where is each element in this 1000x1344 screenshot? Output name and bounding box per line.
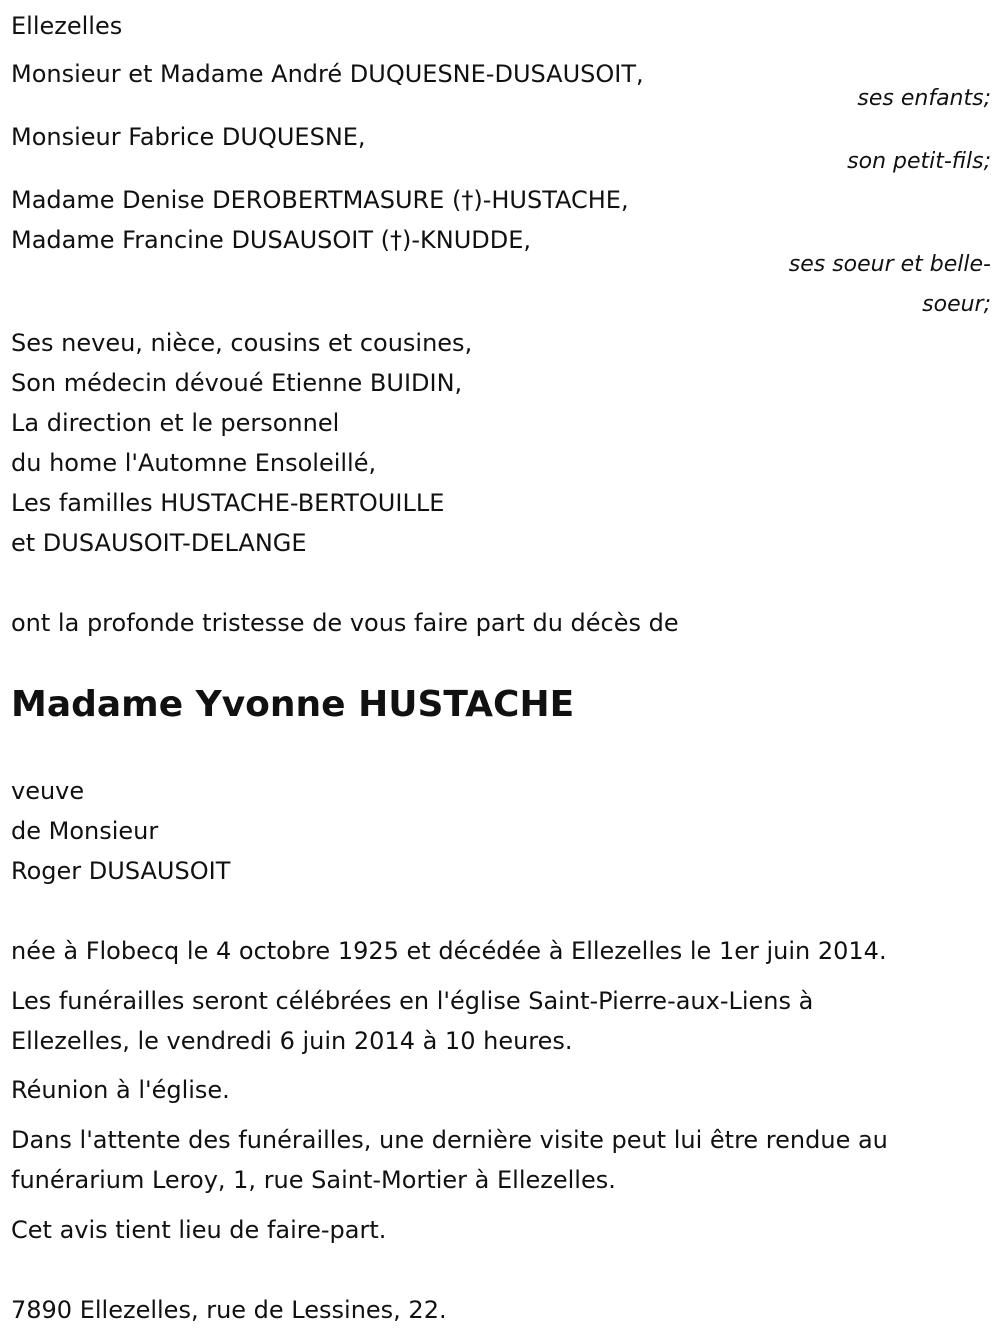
birth-death-line: née à Flobecq le 4 octobre 1925 et décédée à Ellezelles le 1er juin 2014. (11, 937, 887, 965)
sister-line-2: Madame Francine DUSAUSOIT (†)-KNUDDE, (11, 226, 532, 254)
grandson-line: Monsieur Fabrice DUQUESNE, (11, 123, 366, 151)
visit-line: Dans l'attente des funérailles, une dernière visite peut lui être rendue au (11, 1126, 888, 1154)
funeral-line: Ellezelles, le vendredi 6 juin 2014 à 10 heures. (11, 1027, 573, 1055)
deceased-name: Madame Yvonne HUSTACHE (11, 684, 575, 725)
children-line: Monsieur et Madame André DUQUESNE-DUSAUSOIT, (11, 60, 644, 88)
others-line: du home l'Automne Ensoleillé, (11, 449, 377, 477)
notice-line: Cet avis tient lieu de faire-part. (11, 1216, 387, 1244)
meeting-line: Réunion à l'église. (11, 1076, 230, 1104)
sister-line-1: Madame Denise DEROBERTMASURE (†)-HUSTACHE, (11, 186, 629, 214)
sisters-relation-2: soeur; (922, 292, 991, 317)
obituary-notice (11, 0, 991, 1344)
locality-heading: Ellezelles (11, 12, 123, 40)
visit-line: funérarium Leroy, 1, rue Saint-Mortier à Ellezelles. (11, 1166, 616, 1194)
others-line: Ses neveu, nièce, cousins et cousines, (11, 329, 473, 357)
widow-line: Roger DUSAUSOIT (11, 857, 231, 885)
address-line: 7890 Ellezelles, rue de Lessines, 22. (11, 1296, 447, 1324)
sisters-relation-1: ses soeur et belle- (788, 252, 991, 277)
funeral-line: Les funérailles seront célébrées en l'église Saint-Pierre-aux-Liens à (11, 987, 814, 1015)
others-line: et DUSAUSOIT-DELANGE (11, 529, 307, 557)
widow-line: de Monsieur (11, 817, 159, 845)
others-line: La direction et le personnel (11, 409, 340, 437)
others-line: Son médecin dévoué Etienne BUIDIN, (11, 369, 463, 397)
others-line: Les familles HUSTACHE-BERTOUILLE (11, 489, 445, 517)
children-relation: ses enfants; (857, 86, 991, 111)
announcement: ont la profonde tristesse de vous faire part du décès de (11, 609, 679, 637)
grandson-relation: son petit-fils; (847, 149, 991, 174)
widow-line: veuve (11, 777, 85, 805)
